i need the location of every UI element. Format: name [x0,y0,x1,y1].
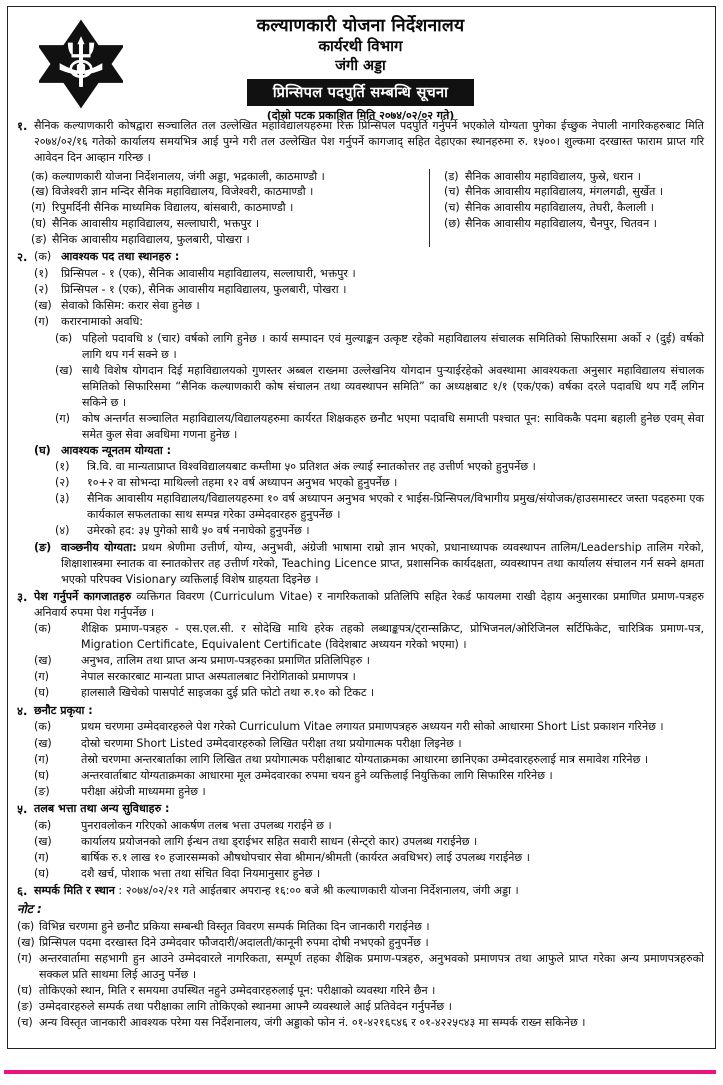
list-item-text: उमेरको हद: ३५ पुगेको साथै ५० वर्ष ननाघेको हुनुपर्नेछ । [87,524,310,538]
salary-benefits-list [34,818,704,882]
list-item [31,216,423,232]
list-item [34,685,704,701]
list-item-label: (घ) [31,216,47,230]
institution-column-left [31,169,430,248]
list-item-text: हालसालै खिचेको पासपोर्ट साइजका दुई प्रति फोटो तथा रु.१० को टिकट । [81,686,375,700]
list-item-text: बार्षिक रु.१ लाख १० हजारसम्मको औषधोपचार सेवा श्रीमान/श्रीमती (कार्यरत अवधिभर) लाई उपलब्ध गराईनेछ । [81,850,530,864]
list-item-text: सैनिक आवासीय महाविद्यालय, फुलबारी, पोखरा । [52,232,250,246]
list-item-label: (२) [55,476,70,490]
minimum-qualification-heading [34,443,704,459]
desirable-qualification-title: वाञ्छनीय योग्यता: [61,540,137,554]
list-item [34,850,704,866]
list-item-label: (ङ) [17,999,33,1013]
list-item [17,983,704,999]
list-item-label: (क) [55,331,73,345]
list-item-label: (२) [34,283,49,297]
list-item [34,719,704,735]
section-2-body [34,249,704,265]
list-item-text: दोस्रो चरणमा Short Listed उम्मेदवारहरुको लिखित परीक्षा तथा प्रयोगात्मक परीक्षा लिइनेछ । [81,736,462,750]
list-item [34,818,704,834]
publication-date: (दोस्रो पटक प्रकाशित मिति २०७४/०२/०२ गते) [266,108,455,122]
required-posts-list [34,266,704,330]
list-item-label: (क) [34,622,52,636]
document-body [17,118,704,1031]
section-3-body [34,589,704,621]
list-item [55,363,704,411]
sub-text: करारनामाको अवधि: [61,315,144,329]
list-item [31,232,423,248]
list-item-label: (ख) [31,185,49,199]
list-item-label: (ख) [34,834,52,848]
list-item-label: (घ) [34,867,50,881]
list-item-text: प्रिन्सिपल पदमा दरखास्त दिने उम्मेदवार फौजदारी/अदालती/कानूनी रुपमा दोषी नभएको हुनुपर्नेछ । [39,935,429,949]
list-item-text: सैनिक आवासीय महाविद्यालय, सल्लाघारी, भक्तपुर । [52,216,260,230]
sub-label: (घ) [34,444,51,458]
list-item-label: (ख) [55,363,73,377]
list-item-label: (घ) [34,686,50,700]
section-4 [17,703,704,720]
list-item-label: (क) [31,169,49,183]
section-6 [17,883,704,900]
list-item-label: (च) [444,185,460,199]
list-item-label: (ग) [34,752,49,766]
section-6-number: ६. [17,884,28,899]
list-item-text: विभिन्न चरणमा हुने छनौट प्रकिया सम्बन्धी विस्तृत विवरण सम्पर्क मितिका दिन जानकारी गराईनेछ । [39,919,430,933]
section-6-body [34,883,704,899]
list-item [444,169,704,185]
minimum-qualification-list [55,459,704,539]
list-item-label: (क) [17,919,35,933]
section-2-number: २. [17,250,28,265]
list-item-label: (घ) [34,768,50,782]
section-3-title: पेश गर्नुपर्ने कागजातहरु [34,589,132,603]
list-item-text: प्रिन्सिपल - १ (एक), सैनिक आवासीय महाविद्यालय, सल्लाघारी, भक्तपुर । [61,267,356,281]
list-item-text: नेपाल सरकारबाट मान्यता प्राप्त अस्पतालबाट निरोगिताको प्रमाणपत्र । [81,670,356,684]
list-item-text: तेस्रो चरणमा अन्तरबार्ताका लागि लिखित तथा प्रयोगात्मक परीक्षाबाट योग्यताक्रमका आधारमा छानिएका उम्मेदवारहरुलाई मात्र समावेश गरिनेछ । [81,752,649,766]
list-item-label: (ग) [55,411,70,425]
list-item [34,669,704,685]
sub-label: (ङ) [34,540,52,554]
list-item-label: (ख) [17,935,35,949]
section-5-title: तलब भत्ता तथा अन्य सुविधाहरु : [34,801,170,815]
list-item-text: कार्यालय प्रयोजनको लागि ईन्धन तथा ड्राईभर सहित सवारी साधन (सेन्ट्रो कार) उपलब्ध गराईनेछ । [81,834,478,848]
selection-process-list [34,719,704,799]
list-item-label: (४) [55,524,70,538]
note-heading: नोट : [17,902,42,917]
list-item-label: (ख) [34,736,52,750]
list-item-text: कल्याणकारी योजना निर्देशनालय, जंगी अड्डा, भद्रकाली, काठमाण्डौ । [52,169,325,183]
list-item [55,475,704,491]
note-list [17,919,704,1032]
list-item [34,834,704,850]
bottom-accent-bar [4,1070,716,1074]
list-item [17,1015,704,1031]
document-frame [7,6,716,1049]
list-item-label: (१) [55,460,70,474]
list-item-text: प्रिन्सिपल - १ (एक), सैनिक आवासीय महाविद्यालय, फुलबारी, पोखरा । [61,283,347,297]
list-item-text: शैक्षिक प्रमाण-पत्रहरु - एस.एल.सी. र सोदेखि माथि हरेक तहको लब्धाङ्कपत्र/ट्रान्सक्रिप्ट, प्रोभिजनल/ओरिजिनल सर्टिफिकेट, चारित्रिक प्रमाण-पत्र, Migration Certificate, Equivalent Certificate (विदेशबाट अध्ययन गरेको भएमा) । [81,622,704,652]
contract-duration-heading [34,314,704,330]
list-item-text: सैनिक आवासीय महाविद्यालय, फुस्रे, धरान । [465,169,641,183]
list-item [55,411,704,443]
sub-text: आवश्यक पद तथा स्थानहरु : [61,250,180,264]
list-item-text: त्रि.वि. वा मान्यताप्राप्त विश्वविद्यालयबाट कम्तीमा ५० प्रतिशत अंक ल्याई स्नातकोत्तर तह उत्तीर्ण भएको हुनुपर्नेछ । [87,460,536,474]
list-item-label: (ग) [34,670,49,684]
section-1-paragraph: सैनिक कल्याणकारी कोषद्वारा सञ्चालित तल उल्लेखित महाविद्यालयहरुमा रिक्त प्रिन्सिपल पदपुर्ति गर्नुपर्ने भएकोले योग्यता पुगेका ईच्छुक नेपाली नागरिकहरुबाट मिति २०७४/०२/१६ गतेको कार्यालय समयभित्र आई पुग्ने गरी तल उल्लेखित पेश गर्नुपर्ने कागजाद् सहित देहाएका स्थानहरुमा रु. १५००। शुल्कमा दरखास्त फाराम प्राप्त गरि आवेदन दिन आव्हान गरिन्छ । [34,119,704,165]
contract-duration-list [55,331,704,444]
section-5-number: ५. [17,801,28,816]
list-item-text: दशै खर्च, पोशाक भत्ता तथा संचित विदा नियमानुसार हुनेछ । [81,867,321,881]
section-1-number: १. [17,119,28,133]
list-item-label: (च) [444,201,460,215]
list-item-label: (१) [34,267,49,281]
list-item [444,184,704,200]
list-item [17,935,704,951]
list-item-text: कोष अन्तर्गत सञ्चालित महाविद्यालय/विद्यालयहरुमा कार्यरत शिक्षकहरु छनौट भएमा पदावधि समाप्ती पश्चात पून: सावि‍ककै पदमा बहाली हुनेछ एवम् सेवा समेत कुल सेवा अवधिमा गणना हुनेछ । [82,411,704,442]
required-documents-list [34,621,704,701]
list-item [34,866,704,882]
list-item [444,200,704,216]
desirable-qualification-text: प्रथम श्रेणीमा उत्तीर्ण, योग्य, अनुभवी, अंग्रेजी भाषामा राम्रो ज्ञान भएको, प्रधानाध्यापक व्यवस्थापन तालिम/Leadership तालिम गरेको, शिक्षाशास्त्रमा स्नातक वा स्नातकोत्तर तह उत्तीर्ण गरेको, Teaching Licence प्राप्त, प्रशासनिक कार्यदक्षता, व्यवस्थापन तथा कार्यालय संचालन गर्न सक्ने क्षमता भएको परिपक्व Visionary व्यक्तिलाई विशेष ग्राहयता दिइनेछ । [61,540,704,586]
section-3 [17,589,704,621]
list-item-text: पहिलो पदावधि ४ (चार) वर्षको लागि हुनेछ । कार्य सम्पादन एवं मुल्याङ्कन उत्कृष्ट रहेको महाविद्यालय संचालक समितिको सिफारिसमा अर्को २ (दुई) वर्षको लागि थप गर्न सक्ने छ । [82,331,704,361]
list-item [31,169,423,185]
list-item [55,491,704,523]
list-item [31,200,423,216]
sub-label: (क) [34,250,52,264]
list-item-text: रिपुमर्दिनी सैनिक माध्यमिक विद्यालय, बांसबारी, काठमाण्डौ । [52,201,294,215]
list-item-label: (क) [34,720,52,734]
minimum-qualification-heading-row [34,443,704,459]
list-item-text: अन्य विस्तृत जानकारी आवश्यक परेमा यस निर्देशनालय, जंगी अड्डाको फोन नं. ०१-४२१६८४६ र ०१-४२२५९४३ मा सम्पर्क राख्न सकिनेछ । [39,1016,586,1030]
list-item-label: (घ) [17,983,33,997]
list-item [17,999,704,1015]
list-item [55,523,704,539]
document-header [17,13,704,122]
list-item-text: अन्तरवार्ताबाट योग्यताक्रमका आधारमा मूल उम्मेदवारका रुपमा चयन हुने व्यक्तिलाई नियुक्तिका लागि सिफारिस गरिनेछ । [81,768,553,782]
list-item-text: सैनिक आवासीय महाविद्यालय, चैनपुर, चितवन । [465,216,657,230]
list-item [34,282,704,298]
section-2-a-heading [34,249,704,265]
list-item-label: (ङ) [34,784,50,798]
list-item-text: तोकिएको स्थान, मिति र समयमा उपस्थित नहुने उम्मेदवारहरुलाई पून: परीक्षाको व्यवस्था गरिने छैन । [39,983,436,997]
list-item-label: (ड) [444,169,459,183]
list-item [34,266,704,282]
section-2 [17,249,704,266]
service-type-row [34,298,704,314]
list-item [34,621,704,653]
nepal-army-star-trident-khukuri-emblem [39,18,123,110]
list-item-text: अन्तरवार्तामा सहभागी हुन आउने उम्मेदवारले नागरिकता, सम्पूर्ण तहका शैक्षिक प्रमाण-पत्रहरु, अनुभवको प्रमाणपत्र तथा आफुले प्राप्त गरेका अन्य प्रमाणपत्रहरुको सक्कल प्रति साथमा लिई आउनु पर्नेछ । [39,951,704,981]
list-item-label: (ग) [34,850,49,864]
section-3-intro: व्यक्तिगत विवरण (Curriculum Vitae) र नागरिकताको प्रतिलिपि सहित रेकर्ड फायलमा राखी देहाय अनुसारका प्रमाणित प्रमाण-पत्रहरु अनिवार्य रुपमा पेश गर्नुपर्नेछ । [34,589,704,619]
list-item-label: (ग) [17,951,32,965]
sub-text: आवश्यक न्यूनतम योग्यता : [61,444,172,458]
list-item [34,653,704,669]
list-item-text: उम्मेदवारहरुले सम्पर्क तथा परीक्षाका लागि तोकिएको स्थानमा आफ्नै व्यवस्थाले आई प्रतिवेदन गर्नुपर्नेछ । [39,999,452,1013]
list-item-label: (च) [17,1016,33,1030]
list-item [34,736,704,752]
institution-location-list [31,169,704,248]
department-title: कार्यरथी विभाग [318,37,403,56]
list-item-text: साथै विशेष योगदान दिई महाविद्यालयको गुणस्तर अब्बल राख्नमा उल्लेखनिय योगदान पुऱ्याईरहेको अवस्थामा आवश्यकता अनुसार महाविद्यालय संचालक समितिको सिफारिसमा “सैनिक कल्याणकारी कोष संचालन तथा व्यवस्थापन समिति” का अध्यक्षबाट १/१ (एक/एक) वर्षका दरले पदावधि थप गर्दै लगिन सकिने छ । [82,363,704,409]
office-title: जंगी अड्डा [335,57,386,74]
list-item [34,768,704,784]
list-item-text: विजेश्वरी ज्ञान मन्दिर सैनिक महाविद्यालय, विजेश्वरी, काठमाण्डौ । [52,185,314,199]
list-item [34,752,704,768]
list-item-label: (ख) [34,654,52,668]
sub-text [61,540,704,588]
section-5 [17,801,704,818]
list-item-label: (क) [34,818,52,832]
list-item [55,331,704,363]
list-item-label: (छ) [444,216,461,230]
list-item-text: परीक्षा अंग्रेजी माध्यममा हुनेछ । [81,784,206,798]
list-item [34,784,704,800]
desirable-qualification-row [34,540,704,588]
list-item-label: (ङ) [31,232,47,246]
list-item [17,919,704,935]
desirable-qualification [34,540,704,588]
sub-label: (ख) [34,299,52,313]
section-4-title: छनौट प्रकृया : [34,703,93,717]
list-item-text: प्रथम चरणमा उम्मेदवारहरुले पेश गरेको Curriculum Vitae लगायत प्रमाणपत्रहरु अध्ययन गरी सोको आधारमा Short List प्रकाशन गरिनेछ । [81,720,664,734]
list-item-text: पुनरावलोकन गरिएको आकर्षण तलब भत्ता उपलब्ध गराईने छ । [81,818,332,832]
section-6-title: सम्पर्क मिति र स्थान [34,884,115,898]
section-3-number: ३. [17,589,28,604]
list-item-text: सैनिक आवासीय महाविद्यालय, मंगलगढी, सुर्खेत । [465,185,664,199]
list-item [444,216,704,232]
organization-title: कल्याणकारी योजना निर्देशनालय [256,16,465,36]
sub-label: (ग) [34,315,49,329]
section-4-number: ४. [17,703,28,718]
notice-banner-title: प्रिन्सिपल पदपुर्ति सम्बन्धि सूचना [247,79,474,106]
section-6-text: : २०७४/०२/२१ गते आईतबार अपरान्ह १६:०० बजे श्री कल्याणकारी योजना निर्देशनालय, जंगी अड्डा । [114,884,519,898]
list-item [17,951,704,983]
list-item-label: (३) [55,492,70,506]
institution-column-right [430,169,704,248]
list-item [55,459,704,475]
list-item [31,184,423,200]
list-item-text: अनुभव, तालिम तथा प्राप्त अन्य प्रमाण-पत्रहरुका प्रमाणित प्रतिलिपिहरु । [81,654,370,668]
list-item-text: १०+२ वा सोभन्दा माथिल्लो तहमा १२ वर्ष अध्यापन अनुभव भएको हुनुपर्नेछ । [87,476,398,490]
list-item-text: सैनिक आवासीय महाविद्यालय/विद्यालयहरुमा १० वर्ष अध्यापन अनुभव भएको र भाईस-प्रिन्सिपल/विभागीय प्रमुख/संयोजक/हाउसमास्टर जस्ता पदहरुमा एक कार्यकाल सफलताका साथ सम्पन्न गरेका उम्मेदवारहरु हुनुपर्नेछ । [87,492,704,522]
section-1 [17,118,704,167]
list-item-label: (ग) [31,201,46,215]
list-item-text: सैनिक आवासीय महाविद्यालय, तेघरी, कैलाली । [465,201,654,215]
sub-text: सेवाको किसिम: करार सेवा हुनेछ । [61,299,200,313]
